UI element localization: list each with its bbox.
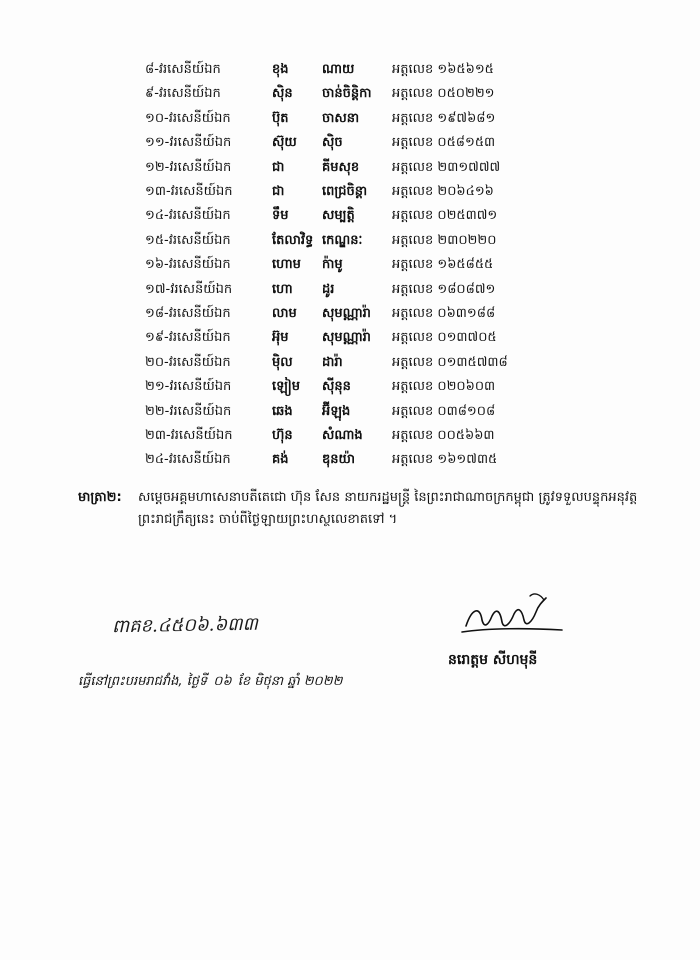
handwritten-reference: ពាគខ.៤៥០៦.៦៣៣ — [111, 613, 259, 638]
roster-serial-number: អត្តលេខ ០០៥៦៦៣ — [392, 428, 495, 443]
roster-row — [0, 400, 700, 424]
roster-serial-number: អត្តលេខ ០៣៨១០៨ — [392, 403, 496, 419]
roster-given-name: ដារ៉ា — [322, 354, 343, 370]
roster-given-name: ដូរ — [322, 281, 335, 297]
roster-given-name: ឌុនយ៉ា — [322, 452, 356, 468]
roster-surname: ឆេង — [272, 403, 293, 419]
roster-given-name: គីមសុខ — [322, 159, 360, 175]
roster-rank: ១៦-វរសេនីយ៍ឯក — [145, 257, 231, 273]
roster-surname: ហោ — [272, 281, 293, 297]
roster-surname: អ៊ុម — [272, 330, 289, 346]
roster-serial-number: អត្តលេខ ១៦៥៦១៥ — [392, 62, 494, 77]
roster-row — [0, 326, 700, 350]
article-text-line-1: សម្តេចអគ្គមហាសេនាបតីតេជោ ហ៊ុន សែន នាយករដ្ឋមន្ត្រី នៃព្រះរាជាណាចក្រកម្ពុជា ត្រូវទទួលបន្ទុកអនុវត្ត — [138, 490, 638, 505]
roster-surname: ជា — [272, 159, 285, 175]
roster-given-name: ចាន់ចិន្តិកា — [322, 86, 372, 102]
roster-rank: ១០-វរសេនីយ៍ឯក — [145, 110, 231, 126]
roster-rank: ១១-វរសេនីយ៍ឯក — [145, 135, 232, 151]
roster-serial-number: អត្តលេខ ១៦៥៨៥៥ — [392, 257, 494, 273]
roster-row — [0, 448, 700, 472]
roster-surname: ឡៀម — [272, 379, 300, 395]
roster-given-name: ណាយ — [322, 62, 355, 77]
roster-rank: ៨-វរសេនីយ៍ឯក — [145, 62, 221, 77]
roster-serial-number: អត្តលេខ ១៦១៧៣៥ — [392, 452, 498, 468]
roster-rank: ២០-វរសេនីយ៍ឯក — [145, 354, 231, 370]
roster-row — [0, 229, 700, 253]
roster-given-name: សំណាង — [322, 428, 363, 443]
roster-surname: ខុង — [272, 62, 289, 77]
roster-serial-number: អត្តលេខ ០២០៦០៣ — [392, 379, 496, 395]
roster-row — [0, 351, 700, 375]
roster-given-name: សម្បត្តិ — [322, 208, 355, 224]
roster-given-name: ក៉ាមូ — [322, 257, 343, 273]
roster-rank: ១៤-វរសេនីយ៍ឯក — [145, 208, 231, 224]
roster-surname: ប៊ុត — [272, 110, 289, 126]
roster-rank: ១២-វរសេនីយ៍ឯក — [145, 159, 232, 175]
roster-serial-number: អត្តលេខ ០៥០២២១ — [392, 86, 495, 102]
roster-rank: ២៣-វរសេនីយ៍ឯក — [145, 428, 233, 443]
article-text-line-2: ព្រះរាជក្រឹត្យនេះ ចាប់ពីថ្ងៃឡាយព្រះហស្ថលេខាតទៅ ។ — [138, 512, 398, 527]
roster-surname: តែលាវិទ្ធ — [272, 232, 314, 248]
roster-given-name: សុមណ្ណារ៉ា — [322, 330, 371, 346]
roster-row — [0, 131, 700, 155]
roster-surname: ជា — [272, 184, 285, 199]
roster-surname: គង់ — [272, 452, 289, 468]
roster-row — [0, 82, 700, 106]
roster-serial-number: អត្តលេខ ០១៣៥៧៣៨ — [392, 354, 508, 370]
roster-row — [0, 375, 700, 399]
roster-rank: ២១-វរសេនីយ៍ឯក — [145, 379, 232, 395]
place-date-day: ០៦ — [213, 674, 232, 689]
roster-given-name: ពេជ្រចិន្តា — [322, 184, 368, 199]
place-date-prefix: ធ្វើនៅព្រះបរមរាជវាំង, ថ្ងៃទី — [78, 674, 208, 689]
roster-surname: ហោម — [272, 257, 301, 273]
place-date-suffix: ខែ មិថុនា ឆ្នាំ ២០២២ — [237, 674, 343, 689]
roster-given-name: អ៊ីឡុង — [322, 403, 351, 419]
article-label: មាត្រា២: — [78, 490, 122, 505]
roster-surname: លាម — [272, 306, 297, 321]
roster-serial-number: អត្តលេខ ១៨០៨៧១ — [392, 281, 496, 297]
roster-given-name: ស៊ិច — [322, 135, 343, 151]
roster-row — [0, 302, 700, 326]
roster-serial-number: អត្តលេខ ០៥៨១៥៣ — [392, 135, 496, 151]
roster-given-name: សុមណ្ណារ៉ា — [322, 306, 371, 321]
roster-rank: ២២-វរសេនីយ៍ឯក — [145, 403, 232, 419]
roster-surname: ស៊ុយ — [272, 135, 297, 151]
roster-row — [0, 58, 700, 82]
roster-serial-number: អត្តលេខ ១៩៧៦៨១ — [392, 110, 496, 126]
roster-rank: ២៤-វរសេនីយ៍ឯក — [145, 452, 231, 468]
roster-row — [0, 107, 700, 131]
roster-given-name: កេណ្ឌនៈ — [322, 232, 363, 248]
roster-serial-number: អត្តលេខ ០២៥៣៧១ — [392, 208, 498, 224]
place-and-date — [78, 673, 342, 692]
roster-row — [0, 253, 700, 277]
roster-rank: ៩-វរសេនីយ៍ឯក — [145, 86, 221, 102]
roster-rank: ១៩-វរសេនីយ៍ឯក — [145, 330, 231, 346]
roster-row — [0, 180, 700, 204]
signer-name: នរោត្តម សីហមុនី — [448, 652, 538, 668]
roster-serial-number: អត្តលេខ ០១៣៧០៥ — [392, 330, 497, 346]
roster-given-name: ស៊ីនុន — [322, 379, 351, 395]
roster-rank: ១៧-វរសេនីយ៍ឯក — [145, 281, 233, 297]
roster-surname: ទឹម — [272, 208, 289, 224]
roster-surname: ម៉ិល — [272, 354, 293, 370]
roster-given-name: ចាសនា — [322, 110, 360, 126]
roster-serial-number: អត្តលេខ ២៣០២២០ — [392, 232, 497, 248]
roster-surname: ស៊ិន — [272, 86, 293, 102]
roster-row — [0, 156, 700, 180]
roster-serial-number: អត្តលេខ ០៦៣១៨៨ — [392, 306, 496, 321]
roster-serial-number: អត្តលេខ ២០៦៤១៦ — [392, 184, 494, 199]
roster-rank: ១៣-វរសេនីយ៍ឯក — [145, 184, 233, 199]
roster-rank: ១៨-វរសេនីយ៍ឯក — [145, 306, 231, 321]
roster-row — [0, 278, 700, 302]
roster-serial-number: អត្តលេខ ២៣១៧៧៧ — [392, 159, 501, 175]
roster-rank: ១៥-វរសេនីយ៍ឯក — [145, 232, 231, 248]
roster-surname: ហ៊ុន — [272, 428, 293, 443]
roster-row — [0, 204, 700, 228]
roster-row — [0, 424, 700, 448]
royal-signature — [458, 588, 568, 638]
